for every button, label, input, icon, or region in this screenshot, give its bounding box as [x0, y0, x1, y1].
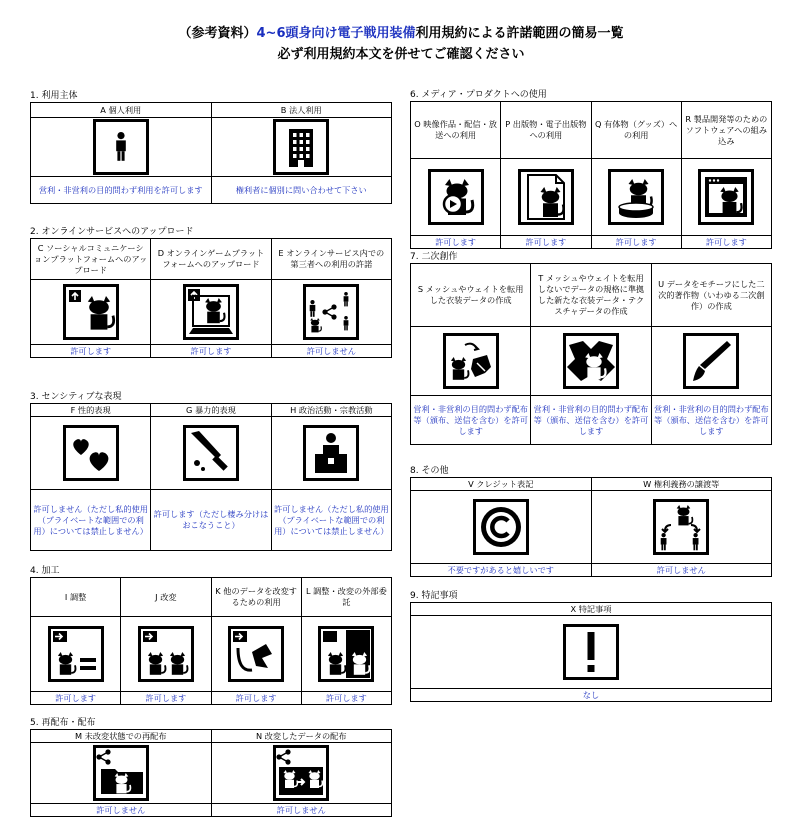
- column-label: [411, 478, 592, 491]
- icon-cell: [411, 159, 501, 236]
- page-title: （参考資料）4~6頭身向け電子戦用装備利用規約による許諾範囲の簡易一覧: [178, 26, 624, 41]
- distribute-modified-icon: [273, 745, 329, 801]
- permission-table: [30, 577, 392, 705]
- icon-cell: [411, 616, 772, 689]
- result-text: 許可します: [435, 236, 477, 247]
- new-costume-icon: [563, 333, 619, 389]
- modify-icon: [138, 626, 194, 682]
- icon-cell: [411, 327, 531, 396]
- column-label-text: K 他のデータを改変するための利用: [215, 586, 297, 607]
- result-cell: [31, 177, 212, 204]
- section-s5: [30, 717, 391, 817]
- column-label-text: W 権利義務の譲渡等: [643, 478, 720, 489]
- icon-cell: [591, 491, 772, 564]
- section-title: 9. 特記事項: [410, 591, 458, 601]
- result-text: 権利者に個別に問い合わせて下さい: [235, 184, 367, 195]
- adjust-icon: [48, 626, 104, 682]
- person-icon: [93, 119, 149, 175]
- result-cell: [411, 689, 772, 702]
- icon-cell: [121, 617, 211, 692]
- section-s7: [410, 251, 771, 445]
- column-label: [411, 102, 501, 159]
- icon-cell: [31, 743, 212, 804]
- result-cell: [151, 490, 271, 551]
- podium-icon: [303, 425, 359, 481]
- result-cell: [211, 177, 392, 204]
- result-cell: [591, 564, 772, 577]
- hearts-icon: [63, 425, 119, 481]
- redistribute-icon: [93, 745, 149, 801]
- result-text: 許可します: [525, 236, 567, 247]
- page-subtitle: 必ず利用規約本文を併せてご確認ください: [277, 47, 525, 62]
- column-label: [31, 239, 151, 280]
- column-label-text: U データをモチーフにした二次的著作物（いわゆる二次創作）の作成: [658, 278, 765, 311]
- result-text: 許可しません: [276, 804, 326, 815]
- icon-cell: [301, 617, 391, 692]
- share-people-icon: [303, 284, 359, 340]
- icon-cell: [531, 327, 651, 396]
- knife-icon: [183, 425, 239, 481]
- result-cell: [681, 236, 771, 249]
- result-cell: [211, 804, 392, 817]
- result-text: 許可しません: [96, 804, 146, 815]
- column-label: [271, 239, 391, 280]
- section-title: 2. オンラインサービスへのアップロード: [30, 227, 194, 237]
- section-s4: [30, 565, 391, 705]
- icon-cell: [211, 743, 392, 804]
- permission-table: [410, 602, 772, 702]
- result-text: 許可します: [235, 692, 277, 703]
- column-label-text: M 未改変状態での再配布: [74, 730, 167, 741]
- result-text: 許可しません: [656, 564, 706, 575]
- result-text: 営利・非営利の目的問わず配布等（頒布、送信を含む）を許可します: [654, 403, 769, 436]
- column-label: [121, 578, 211, 617]
- transfer-rights-icon: [653, 499, 709, 555]
- result-cell: [31, 345, 151, 358]
- section-title: 8. その他: [410, 466, 449, 476]
- icon-cell: [591, 159, 681, 236]
- icon-cell: [31, 617, 121, 692]
- column-label: [31, 404, 151, 417]
- result-cell: [271, 345, 391, 358]
- icon-cell: [31, 118, 212, 177]
- result-text: 許可しません（ただし私的使用（プライベートな範囲での利用）については禁止しません）: [33, 503, 148, 536]
- result-text: 許可します: [145, 692, 187, 703]
- column-label: [591, 478, 772, 491]
- software-icon: [698, 169, 754, 225]
- result-text: 許可しません（ただし私的使用（プライベートな範囲での利用）については禁止しません）: [274, 503, 389, 536]
- result-text: 許可します: [705, 236, 747, 247]
- result-cell: [651, 396, 771, 445]
- icon-cell: [271, 280, 391, 345]
- section-title: 3. センシティブな表現: [30, 392, 122, 402]
- goods-icon: [608, 169, 664, 225]
- icon-cell: [501, 159, 591, 236]
- column-label-text: P 出版物・電子出版物への利用: [505, 119, 587, 140]
- result-text: 営利・非営利の目的問わず配布等（頒布、送信を含む）を許可します: [413, 403, 528, 436]
- column-label: [211, 103, 392, 118]
- permission-table: [30, 729, 392, 817]
- result-cell: [411, 396, 531, 445]
- result-text: なし: [582, 689, 600, 700]
- column-label: [531, 264, 651, 327]
- column-label: [31, 103, 212, 118]
- column-label: [411, 264, 531, 327]
- icon-cell: [31, 280, 151, 345]
- column-label: [151, 404, 271, 417]
- column-label-text: R 製品開発等のためのソフトウェアへの組み込み: [685, 113, 768, 146]
- section-title: 4. 加工: [30, 566, 60, 576]
- upload-cat-icon: [63, 284, 119, 340]
- result-cell: [31, 490, 151, 551]
- column-label: [501, 102, 591, 159]
- result-cell: [211, 692, 301, 705]
- section-title: 5. 再配布・配布: [30, 718, 96, 728]
- column-label: [31, 730, 212, 743]
- section-s9: [410, 590, 771, 702]
- result-cell: [151, 345, 271, 358]
- permission-table: [30, 238, 392, 358]
- column-label-text: F 性的表現: [70, 404, 111, 415]
- column-label: [301, 578, 391, 617]
- column-label: [651, 264, 771, 327]
- publication-icon: [518, 169, 574, 225]
- icon-cell: [31, 417, 151, 490]
- result-text: 許可します: [325, 692, 367, 703]
- column-label-text: N 改変したデータの配布: [255, 730, 347, 741]
- icon-cell: [151, 280, 271, 345]
- icon-cell: [151, 417, 271, 490]
- column-label: [411, 603, 772, 616]
- column-label: [681, 102, 771, 159]
- column-label-text: C ソーシャルコミュニケーションプラットフォームへのアップロード: [34, 242, 148, 275]
- result-cell: [501, 236, 591, 249]
- result-text: 不要ですがあると嬉しいです: [447, 564, 554, 575]
- column-label: [151, 239, 271, 280]
- exclamation-icon: [563, 624, 619, 680]
- column-label-text: X 特記事項: [570, 603, 612, 614]
- result-text: 許可します: [70, 345, 112, 356]
- result-cell: [411, 564, 592, 577]
- permission-table: [410, 263, 772, 445]
- result-text: 許可しません: [306, 345, 356, 356]
- result-text: 許可します: [190, 345, 232, 356]
- section-title: 7. 二次創作: [410, 252, 458, 262]
- column-label-text: Q 有体物（グッズ）への利用: [594, 119, 678, 140]
- icon-cell: [681, 159, 771, 236]
- column-label-text: B 法人利用: [280, 104, 322, 115]
- column-label-text: S メッシュやウェイトを転用した衣装データの作成: [417, 284, 524, 305]
- column-label: [591, 102, 681, 159]
- upload-game-icon: [183, 284, 239, 340]
- result-text: 営利・非営利の目的問わず利用を許可します: [38, 184, 203, 195]
- result-cell: [531, 396, 651, 445]
- section-s3: [30, 391, 391, 551]
- video-icon: [428, 169, 484, 225]
- column-label: [211, 578, 301, 617]
- icon-cell: [211, 617, 301, 692]
- icon-cell: [411, 491, 592, 564]
- result-cell: [31, 804, 212, 817]
- column-label-text: V クレジット表記: [468, 478, 534, 489]
- result-cell: [591, 236, 681, 249]
- building-icon: [273, 119, 329, 175]
- column-label-text: T メッシュやウェイトを転用しないでデータの規格に準拠した新たな衣装データ・テクスチャデータの作成: [537, 273, 645, 316]
- result-cell: [411, 236, 501, 249]
- copyright-icon: [473, 499, 529, 555]
- section-title: 1. 利用主体: [30, 91, 78, 101]
- column-label-text: H 政治活動・宗教活動: [290, 404, 373, 415]
- column-label-text: D オンラインゲームプラットフォームへのアップロード: [157, 248, 265, 269]
- result-cell: [271, 490, 391, 551]
- column-label-text: A 個人利用: [100, 104, 142, 115]
- section-title: 6. メディア・プロダクトへの使用: [410, 90, 547, 100]
- column-label: [211, 730, 392, 743]
- column-label-text: E オンラインサービス内での第三者への利用の許諾: [278, 248, 385, 269]
- result-text: 営利・非営利の目的問わず配布等（頒布、送信を含む）を許可します: [533, 403, 649, 436]
- mesh-transfer-icon: [443, 333, 499, 389]
- icon-cell: [211, 118, 392, 177]
- permission-table: [30, 102, 392, 204]
- result-cell: [121, 692, 211, 705]
- brush-icon: [683, 333, 739, 389]
- column-label-text: I 調整: [64, 591, 87, 602]
- result-cell: [301, 692, 391, 705]
- column-label-text: J 改変: [155, 591, 177, 602]
- result-text: 許可します（ただし棲み分けはおこなうこと）: [153, 509, 269, 530]
- section-s1: [30, 90, 391, 204]
- section-s6: [410, 89, 771, 249]
- column-label-text: L 調整・改変の外部委託: [305, 586, 387, 607]
- outsource-icon: [318, 626, 374, 682]
- section-s2: [30, 226, 391, 358]
- permission-table: [30, 403, 392, 551]
- column-label: [271, 404, 391, 417]
- permission-table: [410, 477, 772, 577]
- modify-other-icon: [228, 626, 284, 682]
- column-label: [31, 578, 121, 617]
- result-text: 許可します: [55, 692, 97, 703]
- column-label-text: O 映像作品・配信・放送への利用: [414, 119, 497, 140]
- icon-cell: [651, 327, 771, 396]
- icon-cell: [271, 417, 391, 490]
- result-cell: [31, 692, 121, 705]
- permission-table: [410, 101, 772, 249]
- column-label-text: G 暴力的表現: [186, 404, 236, 415]
- result-text: 許可します: [615, 236, 657, 247]
- section-s8: [410, 465, 771, 577]
